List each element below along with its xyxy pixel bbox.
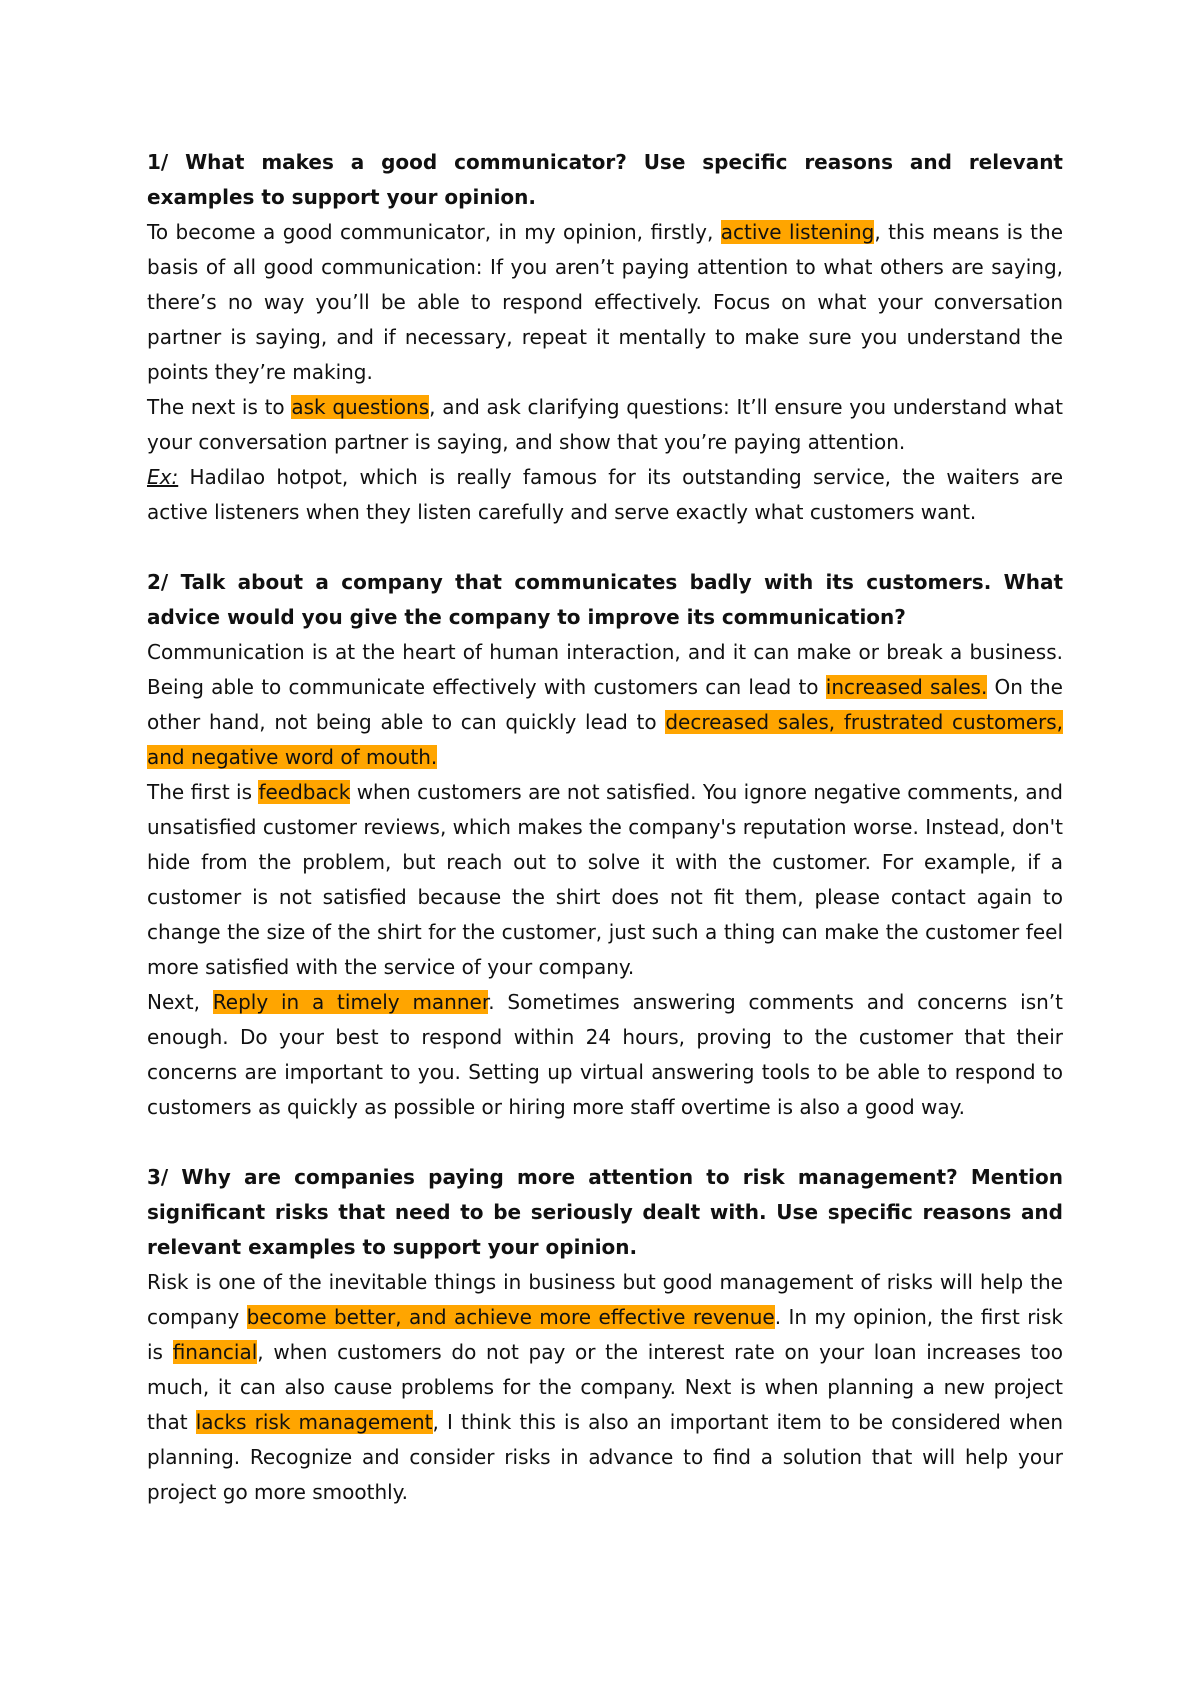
answer-1-paragraph-1 [147, 215, 1063, 390]
text-run: , and ask clarifying questions: It’ll ensure you understand what your conversation partner is saying, and show that you’re paying attention. [147, 395, 1064, 454]
section-q2 [147, 565, 1063, 1125]
text-run: Risk is one of the inevitable things in business but good management of risks will help the company [147, 1270, 1063, 1329]
highlight-reply-timely: Reply in a timely manner [212, 990, 489, 1014]
text-run: . Sometimes answering comments and concerns isn’t enough. Do your best to respond within 24 hours, proving to the customer that their concerns are important to you. Setting up virtual answering tools to be able to respond to customers as quickly as possible or hiring more staff overtime is also a good way. [147, 990, 1064, 1119]
question-1-heading: 1/ What makes a good communicator? Use specific reasons and relevant examples to support your opinion. [147, 150, 1063, 209]
text-run: On the other hand, not being able to can quickly lead to [147, 675, 1063, 734]
answer-2-paragraph-1 [147, 635, 1063, 775]
text-run: Hadilao hotpot, which is really famous for its outstanding service, the waiters are active listeners when they listen carefully and serve exactly what customers want. [147, 465, 1063, 524]
highlight-active-listening: active listening [720, 220, 875, 244]
text-run: Next, [147, 990, 213, 1014]
text-run: . In my opinion, the first risk is [147, 1305, 1063, 1364]
example-label: Ex: [147, 465, 179, 489]
highlight-lacks-risk-management: lacks risk management [195, 1410, 433, 1434]
section-q1 [147, 145, 1063, 530]
section-spacer [147, 530, 1063, 565]
text-run: The first is [147, 780, 259, 804]
answer-1-paragraph-2 [147, 390, 1063, 460]
answer-1-example [147, 460, 1063, 530]
text-run: To become a good communicator, in my opinion, firstly, [147, 220, 721, 244]
section-q3 [147, 1160, 1063, 1510]
answer-3-paragraph-1 [147, 1265, 1063, 1510]
text-run: , when customers do not pay or the interest rate on your loan increases too much, it can also cause problems for the company. Next is when planning a new project that [147, 1340, 1063, 1434]
text-run: The next is to [147, 395, 292, 419]
highlight-increased-sales: increased sales. [825, 675, 988, 699]
highlight-feedback: feedback [258, 780, 351, 804]
question-2-heading: 2/ Talk about a company that communicates badly with its customers. What advice would you give the company to improve its communication? [147, 570, 1063, 629]
text-run: , this means is the basis of all good communication: If you aren’t paying attention to what others are saying, there’s no way you’ll be able to respond effectively. Focus on what your conversation partner is saying, and if necessary, repeat it mentally to make sure you understand the points they’re making. [147, 220, 1063, 384]
text-run: Communication is at the heart of human interaction, and it can make or break a business. Being able to communicate effectively with customers can lead to [147, 640, 1063, 699]
highlight-become-better: become better, and achieve more effective revenue [246, 1305, 775, 1329]
document-page [147, 145, 1063, 1510]
section-spacer [147, 1125, 1063, 1160]
highlight-decreased-sales: decreased sales, frustrated customers, and negative word of mouth. [147, 710, 1064, 769]
question-3-heading: 3/ Why are companies paying more attention to risk management? Mention significant risks that need to be seriously dealt with. Use specific reasons and relevant examples to support your opinion. [147, 1165, 1063, 1259]
highlight-financial: financial [172, 1340, 258, 1364]
answer-2-paragraph-2 [147, 775, 1063, 985]
text-run: when customers are not satisfied. You ignore negative comments, and unsatisfied customer reviews, which makes the company's reputation worse. Instead, don't hide from the problem, but reach out to solve it with the customer. For example, if a customer is not satisfied because the shirt does not fit them, please contact again to change the size of the shirt for the customer, just such a thing can make the customer feel more satisfied with the service of your company. [147, 780, 1064, 979]
text-run: , I think this is also an important item to be considered when planning. Recognize and consider risks in advance to find a solution that will help your project go more smoothly. [147, 1410, 1063, 1504]
highlight-ask-questions: ask questions [291, 395, 430, 419]
answer-2-paragraph-3 [147, 985, 1063, 1125]
